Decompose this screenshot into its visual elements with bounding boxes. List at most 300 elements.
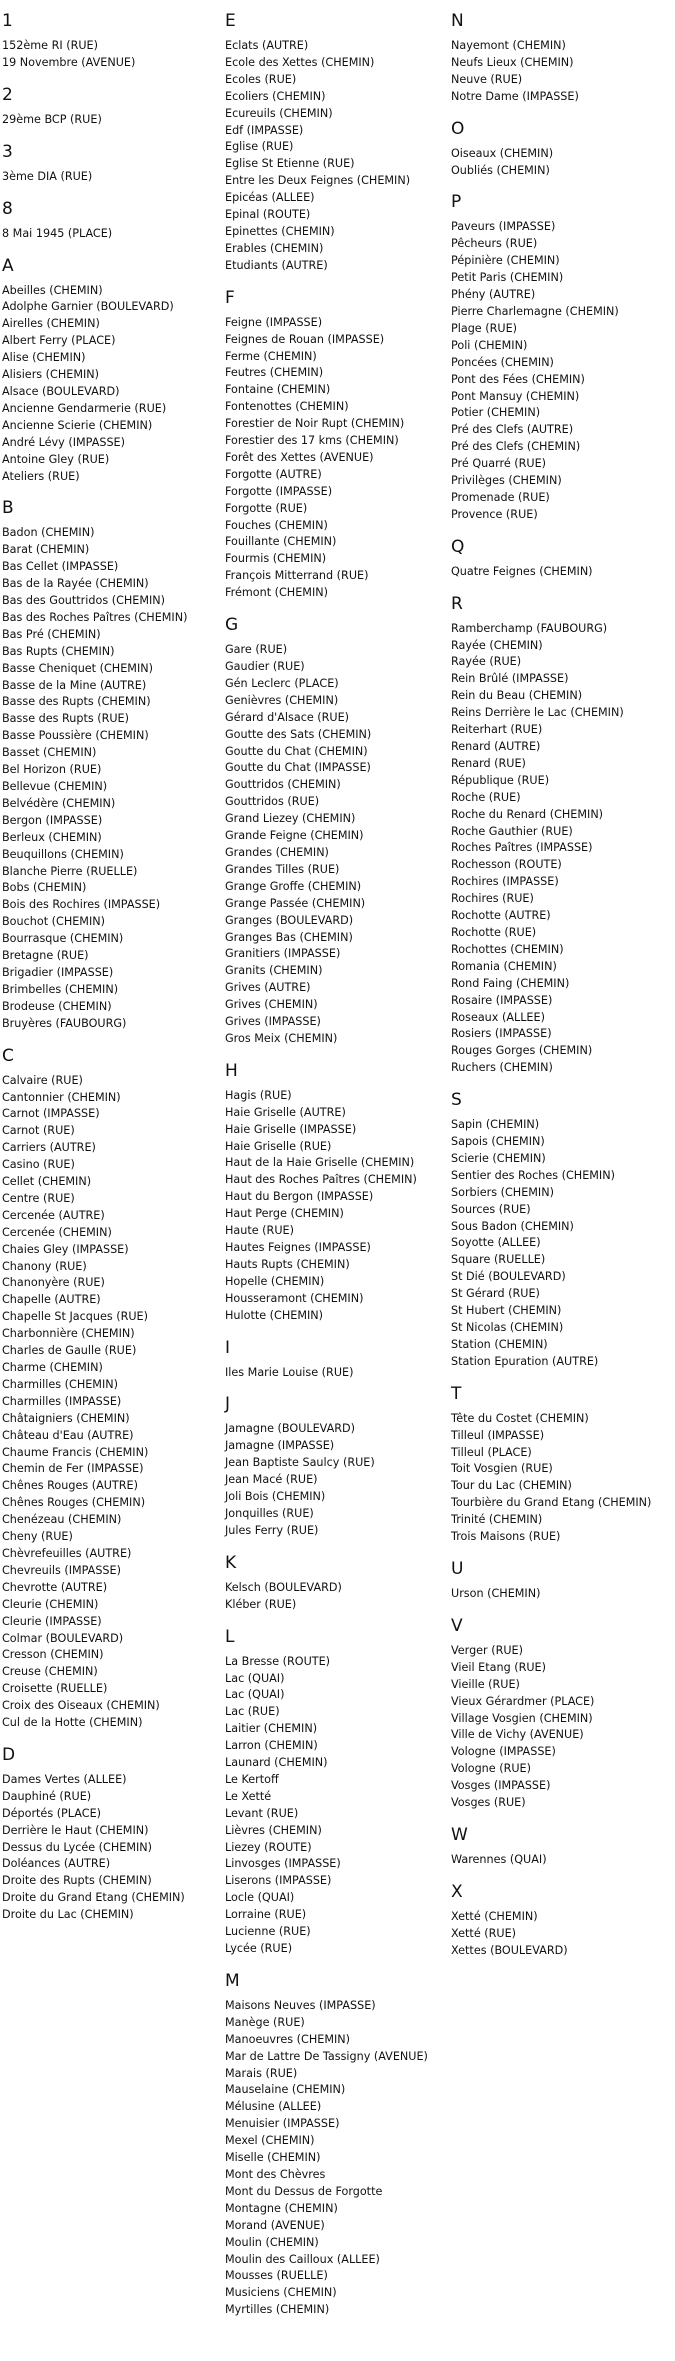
street-entry: Laitier (CHEMIN)	[225, 1722, 318, 1736]
street-entry: Rayée (RUE)	[451, 655, 522, 669]
street-entry: Barat (CHEMIN)	[2, 543, 90, 557]
street-entry: Chapelle St Jacques (RUE)	[2, 1310, 148, 1324]
street-entry: Haie Griselle (IMPASSE)	[225, 1122, 357, 1136]
street-entry: Levant (RUE)	[225, 1806, 299, 1820]
street-entry: Plage (RUE)	[451, 321, 518, 335]
street-entry: Trois Maisons (RUE)	[451, 1530, 561, 1544]
street-entry: Chèvrefeuilles (AUTRE)	[2, 1546, 132, 1560]
index-section	[2, 84, 224, 129]
index-section	[451, 1824, 673, 1869]
street-entry: Ecoliers (CHEMIN)	[225, 89, 326, 103]
street-entry: Goutte des Sats (CHEMIN)	[225, 727, 372, 741]
street-entry: Tilleul (PLACE)	[451, 1445, 532, 1459]
street-entry: Le Xetté	[225, 1789, 272, 1803]
street-entry: Neufs Lieux (CHEMIN)	[451, 55, 574, 69]
index-section	[225, 287, 450, 602]
street-entry: Rosiers (IMPASSE)	[451, 1027, 552, 1041]
street-entry: Linvosges (IMPASSE)	[225, 1857, 341, 1871]
index-section	[225, 1626, 450, 1958]
street-entry: Haut de la Haie Griselle (CHEMIN)	[225, 1156, 415, 1170]
street-entry: Lycée (RUE)	[225, 1942, 293, 1955]
street-entry: Ramberchamp (FAUBOURG)	[451, 621, 608, 635]
section-letter: C	[2, 1045, 14, 1066]
street-entry: Ecureuils (CHEMIN)	[225, 106, 333, 120]
street-entry: Forgotte (RUE)	[225, 501, 308, 515]
street-entry: Brimbelles (CHEMIN)	[2, 982, 119, 996]
street-entry: 19 Novembre (AVENUE)	[2, 55, 136, 69]
street-entry: Granges (BOULEVARD)	[225, 913, 354, 927]
street-entry: Carriers (AUTRE)	[2, 1141, 96, 1155]
street-entry: Bel Horizon (RUE)	[2, 763, 102, 777]
section-letter: S	[451, 1090, 462, 1111]
street-entry: Gérard d'Alsace (RUE)	[225, 710, 350, 724]
street-entry: Basse des Rupts (CHEMIN)	[2, 695, 151, 709]
street-entry: Phény (AUTRE)	[451, 288, 536, 302]
index-column-2	[225, 10, 450, 2331]
street-entry: Forgotte (AUTRE)	[225, 467, 322, 481]
street-entry: Lucienne (RUE)	[225, 1925, 311, 1939]
street-entry: Pierre Charlemagne (CHEMIN)	[451, 304, 619, 318]
street-entry: Jules Ferry (RUE)	[225, 1523, 319, 1537]
street-entry: Croix des Oiseaux (CHEMIN)	[2, 1699, 160, 1713]
street-entry: Chaume Francis (CHEMIN)	[2, 1445, 149, 1459]
street-entry: St Nicolas (CHEMIN)	[451, 1321, 564, 1334]
street-entry: Ecole des Xettes (CHEMIN)	[225, 55, 375, 69]
street-entry: Cellet (CHEMIN)	[2, 1175, 92, 1189]
street-entry: Bergon (IMPASSE)	[2, 813, 103, 827]
street-entry: Sapois (CHEMIN)	[451, 1135, 545, 1149]
street-entry: Moulin des Cailloux (ALLEE)	[225, 2252, 380, 2266]
street-entry: Haut des Roches Paîtres (CHEMIN)	[225, 1173, 417, 1187]
street-entry: Bas des Gouttridos (CHEMIN)	[2, 594, 166, 608]
section-letter: E	[225, 11, 236, 31]
street-entry: Fontenottes (CHEMIN)	[225, 400, 349, 414]
street-entry: Charme (CHEMIN)	[2, 1361, 103, 1374]
street-entry: Kelsch (BOULEVARD)	[225, 1580, 342, 1594]
street-entry: Erables (CHEMIN)	[225, 241, 324, 255]
street-entry: Mauselaine (CHEMIN)	[225, 2083, 346, 2097]
street-entry: Feignes de Rouan (IMPASSE)	[225, 332, 385, 346]
street-entry: Adolphe Garnier (BOULEVARD)	[2, 300, 174, 314]
street-entry: Vologne (RUE)	[451, 1762, 531, 1776]
street-entry: Carnot (IMPASSE)	[2, 1107, 100, 1121]
street-entry: Sentier des Roches (CHEMIN)	[451, 1168, 615, 1182]
index-section	[225, 614, 450, 1048]
street-entry: Bellevue (CHEMIN)	[2, 780, 108, 793]
street-entry: Chanony (RUE)	[2, 1259, 87, 1273]
street-entry: Ecoles (RUE)	[225, 72, 297, 86]
street-entry: Dauphiné (RUE)	[2, 1789, 92, 1803]
street-entry: Fouillante (CHEMIN)	[225, 535, 337, 549]
street-entry: Abeilles (CHEMIN)	[2, 283, 103, 297]
street-entry: Bas Pré (CHEMIN)	[2, 627, 101, 641]
street-entry: Bas Rupts (CHEMIN)	[2, 644, 115, 658]
street-entry: Jamagne (IMPASSE)	[225, 1439, 335, 1453]
street-entry: Chaies Gley (IMPASSE)	[2, 1242, 129, 1256]
street-entry: Haie Griselle (RUE)	[225, 1139, 332, 1153]
street-entry: Grandes (CHEMIN)	[225, 845, 329, 859]
street-entry: Station (CHEMIN)	[451, 1337, 548, 1351]
street-entry: Trinité (CHEMIN)	[451, 1513, 543, 1527]
street-entry: Bas de la Rayée (CHEMIN)	[2, 577, 149, 591]
street-entry: Notre Dame (IMPASSE)	[451, 89, 579, 103]
street-entry: Tête du Costet (CHEMIN)	[451, 1411, 589, 1425]
street-entry: Reiterhart (RUE)	[451, 723, 543, 737]
street-entry: Feigne (IMPASSE)	[225, 315, 323, 329]
street-entry: Grives (CHEMIN)	[225, 998, 318, 1012]
street-entry: Carnot (RUE)	[2, 1124, 75, 1138]
street-entry: Lac (QUAI)	[225, 1688, 285, 1702]
street-entry: Roche (RUE)	[451, 790, 521, 804]
street-entry: Montagne (CHEMIN)	[225, 2201, 338, 2215]
street-entry: Lièvres (CHEMIN)	[225, 1823, 322, 1837]
street-entry: Basse Poussière (CHEMIN)	[2, 729, 149, 743]
index-section	[225, 1552, 450, 1614]
street-entry: Rochotte (AUTRE)	[451, 909, 551, 923]
street-entry: Renard (AUTRE)	[451, 740, 541, 753]
section-letter: D	[2, 1744, 16, 1765]
street-entry: Paveurs (IMPASSE)	[451, 220, 556, 234]
index-section	[2, 1744, 224, 1924]
street-entry: Mousses (RUELLE)	[225, 2269, 328, 2283]
index-section	[2, 10, 224, 72]
street-entry: 152ème RI (RUE)	[2, 39, 98, 52]
section-letter: L	[225, 1626, 235, 1647]
index-section	[451, 1383, 673, 1546]
street-entry: Bourrasque (CHEMIN)	[2, 932, 124, 946]
street-entry: Ville de Vichy (AVENUE)	[451, 1728, 584, 1742]
street-entry: Square (RUELLE)	[451, 1253, 546, 1267]
street-entry: Brodeuse (CHEMIN)	[2, 999, 112, 1013]
street-entry: Centre (RUE)	[2, 1191, 75, 1205]
street-entry: Etudiants (AUTRE)	[225, 258, 328, 272]
section-letter: 3	[2, 141, 13, 162]
section-letter: 2	[2, 84, 13, 105]
street-entry: Musiciens (CHEMIN)	[225, 2286, 337, 2300]
street-entry: Menuisier (IMPASSE)	[225, 2117, 340, 2131]
street-entry: Cleurie (IMPASSE)	[2, 1614, 102, 1628]
street-entry: Maisons Neuves (IMPASSE)	[225, 1998, 376, 2012]
street-entry: Fontaine (CHEMIN)	[225, 383, 331, 397]
street-entry: Urson (CHEMIN)	[451, 1586, 541, 1600]
street-entry: Calvaire (RUE)	[2, 1073, 83, 1087]
street-entry: Forestier des 17 kms (CHEMIN)	[225, 434, 399, 448]
street-entry: Manège (RUE)	[225, 2015, 305, 2029]
street-entry: Bouchot (CHEMIN)	[2, 915, 105, 929]
section-letter: P	[451, 192, 462, 213]
section-letter: U	[451, 1558, 464, 1579]
index-section	[451, 593, 673, 1077]
section-letter: G	[225, 615, 239, 636]
street-entry: Croisette (RUELLE)	[2, 1682, 108, 1696]
street-entry: Vosges (IMPASSE)	[451, 1779, 551, 1793]
street-entry: Chemin de Fer (IMPASSE)	[2, 1462, 144, 1476]
street-entry: Chapelle (AUTRE)	[2, 1293, 101, 1307]
street-entry: Morand (AVENUE)	[225, 2218, 325, 2232]
street-entry: Grande Feigne (CHEMIN)	[225, 829, 364, 843]
index-section	[225, 1337, 450, 1382]
section-letter: B	[2, 498, 14, 519]
street-entry: Roche Gauthier (RUE)	[451, 824, 573, 838]
street-entry: Renard (RUE)	[451, 756, 526, 770]
street-entry: Droite du Lac (CHEMIN)	[2, 1908, 134, 1922]
street-entry: Mar de Lattre De Tassigny (AVENUE)	[225, 2049, 428, 2063]
street-entry: La Bresse (ROUTE)	[225, 1654, 331, 1668]
street-entry: Entre les Deux Feignes (CHEMIN)	[225, 174, 411, 188]
street-entry: Tour du Lac (CHEMIN)	[451, 1479, 572, 1493]
street-entry: Ateliers (RUE)	[2, 469, 80, 483]
street-entry: Reins Derrière le Lac (CHEMIN)	[451, 706, 624, 720]
index-section	[451, 1615, 673, 1812]
street-entry: 8 Mai 1945 (PLACE)	[2, 226, 113, 240]
street-entry: Doléances (AUTRE)	[2, 1857, 111, 1871]
street-entry: Basse de la Mine (AUTRE)	[2, 678, 147, 692]
street-entry: Xettes (BOULEVARD)	[451, 1943, 568, 1957]
street-entry: Warennes (QUAI)	[451, 1852, 547, 1866]
street-entry: Hulotte (CHEMIN)	[225, 1308, 324, 1322]
street-entry: Cresson (CHEMIN)	[2, 1648, 104, 1662]
street-entry: Cul de la Hotte (CHEMIN)	[2, 1716, 143, 1730]
street-entry: Haie Griselle (AUTRE)	[225, 1105, 346, 1119]
street-entry: Charmilles (CHEMIN)	[2, 1377, 118, 1391]
street-entry: Dessus du Lycée (CHEMIN)	[2, 1840, 153, 1854]
street-entry: Launard (CHEMIN)	[225, 1756, 328, 1770]
street-entry: Oiseaux (CHEMIN)	[451, 146, 554, 160]
street-entry: Rond Faing (CHEMIN)	[451, 976, 570, 990]
street-entry: Oubliés (CHEMIN)	[451, 163, 550, 177]
street-entry: Basset (CHEMIN)	[2, 746, 97, 760]
section-letter: M	[225, 1970, 240, 1991]
street-entry: Chanonyère (RUE)	[2, 1276, 105, 1290]
street-entry: Alsace (BOULEVARD)	[2, 384, 120, 398]
street-entry: Charmilles (IMPASSE)	[2, 1394, 122, 1408]
street-entry: Droite du Grand Etang (CHEMIN)	[2, 1891, 185, 1905]
street-entry: Ancienne Gendarmerie (RUE)	[2, 401, 167, 415]
street-entry: Roches Paîtres (IMPASSE)	[451, 841, 593, 855]
street-entry: Creuse (CHEMIN)	[2, 1665, 98, 1679]
street-entry: Déportés (PLACE)	[2, 1806, 101, 1820]
street-entry: Myrtilles (CHEMIN)	[225, 2303, 330, 2317]
street-entry: Pré des Clefs (CHEMIN)	[451, 440, 581, 454]
index-section	[451, 1089, 673, 1371]
street-entry: Chênes Rouges (AUTRE)	[2, 1479, 138, 1493]
section-letter: V	[451, 1615, 463, 1636]
street-entry: Iles Marie Louise (RUE)	[225, 1365, 354, 1379]
street-entry: Moulin (CHEMIN)	[225, 2235, 319, 2249]
street-entry: Eclats (AUTRE)	[225, 39, 309, 52]
street-entry: Manoeuvres (CHEMIN)	[225, 2032, 351, 2046]
street-entry: Roseaux (ALLEE)	[451, 1010, 545, 1024]
street-entry: Marais (RUE)	[225, 2066, 298, 2080]
street-entry: Sous Badon (CHEMIN)	[451, 1219, 574, 1233]
street-entry: Forestier de Noir Rupt (CHEMIN)	[225, 417, 405, 431]
street-entry: Bobs (CHEMIN)	[2, 881, 87, 895]
street-entry: Hautes Feignes (IMPASSE)	[225, 1241, 371, 1254]
section-letter: R	[451, 593, 463, 614]
index-section	[2, 1045, 224, 1732]
street-entry: Forêt des Xettes (AVENUE)	[225, 450, 374, 464]
street-entry: Airelles (CHEMIN)	[2, 317, 100, 331]
street-entry: Gouttridos (RUE)	[225, 795, 320, 809]
street-entry: Verger (RUE)	[451, 1643, 523, 1657]
street-entry: Lac (QUAI)	[225, 1671, 285, 1685]
street-entry: Chevreuils (IMPASSE)	[2, 1563, 121, 1577]
street-entry: Pont Mansuy (CHEMIN)	[451, 389, 580, 403]
street-entry: Pré Quarré (RUE)	[451, 457, 547, 471]
street-entry: Grand Liezey (CHEMIN)	[225, 812, 356, 826]
section-letter: A	[2, 255, 14, 276]
street-entry: Vosges (RUE)	[451, 1796, 526, 1810]
street-entry: Rein du Beau (CHEMIN)	[451, 689, 583, 703]
street-entry: Grives (AUTRE)	[225, 981, 311, 995]
street-entry: Genièvres (CHEMIN)	[225, 693, 339, 707]
street-entry: Alise (CHEMIN)	[2, 351, 86, 365]
street-entry: Sapin (CHEMIN)	[451, 1118, 540, 1132]
street-entry: Château d'Eau (AUTRE)	[2, 1428, 134, 1442]
street-entry: Jamagne (BOULEVARD)	[225, 1422, 356, 1436]
street-entry: Edf (IMPASSE)	[225, 123, 304, 137]
street-entry: Chevrotte (AUTRE)	[2, 1580, 108, 1594]
index-section	[225, 1393, 450, 1539]
street-entry: Miselle (CHEMIN)	[225, 2151, 321, 2165]
section-letter: I	[225, 1337, 231, 1358]
index-section	[225, 10, 450, 275]
street-entry: Neuve (RUE)	[451, 72, 523, 86]
street-entry: Mexel (CHEMIN)	[225, 2134, 315, 2148]
street-entry: Nayemont (CHEMIN)	[451, 39, 566, 52]
street-entry: Basse Cheniquet (CHEMIN)	[2, 661, 153, 675]
street-entry: Dames Vertes (ALLEE)	[2, 1772, 127, 1786]
section-letter: W	[451, 1824, 468, 1845]
section-letter: O	[451, 118, 465, 139]
street-entry: Grange Passée (CHEMIN)	[225, 896, 366, 910]
street-entry: Cantonnier (CHEMIN)	[2, 1090, 121, 1104]
street-entry: Larron (CHEMIN)	[225, 1739, 318, 1753]
street-entry: Rosaire (IMPASSE)	[451, 993, 553, 1007]
street-entry: Le Kertoff	[225, 1772, 279, 1786]
street-entry: Feutres (CHEMIN)	[225, 366, 324, 380]
street-entry: St Hubert (CHEMIN)	[451, 1304, 562, 1318]
street-entry: Badon (CHEMIN)	[2, 526, 95, 540]
section-letter: 8	[2, 198, 13, 219]
street-entry: Berleux (CHEMIN)	[2, 830, 102, 844]
index-section	[2, 255, 224, 486]
street-entry: Grandes Tilles (RUE)	[225, 862, 340, 876]
index-column-3	[451, 10, 673, 1972]
street-entry: Gros Meix (CHEMIN)	[225, 1031, 338, 1045]
section-letter: H	[225, 1060, 238, 1081]
street-entry: Fourmis (CHEMIN)	[225, 552, 327, 566]
street-entry: Mont des Chèvres	[225, 2167, 326, 2181]
index-section	[451, 10, 673, 106]
street-entry: Sorbiers (CHEMIN)	[451, 1185, 554, 1199]
street-entry: Epinettes (CHEMIN)	[225, 224, 335, 238]
street-entry: Hagis (RUE)	[225, 1088, 292, 1102]
street-entry: Alisiers (CHEMIN)	[2, 368, 100, 382]
street-entry: Cheny (RUE)	[2, 1530, 73, 1544]
street-entry: Tourbière du Grand Etang (CHEMIN)	[451, 1496, 652, 1510]
section-letter: K	[225, 1552, 237, 1573]
street-entry: Chênes Rouges (CHEMIN)	[2, 1496, 146, 1510]
street-entry: Romania (CHEMIN)	[451, 959, 557, 973]
street-entry: Haut Perge (CHEMIN)	[225, 1207, 344, 1221]
street-entry: Cleurie (CHEMIN)	[2, 1597, 99, 1611]
street-entry: Provence (RUE)	[451, 507, 538, 521]
street-entry: Quatre Feignes (CHEMIN)	[451, 564, 593, 578]
street-entry: Charles de Gaulle (RUE)	[2, 1344, 137, 1358]
street-entry: Rochotte (RUE)	[451, 925, 537, 939]
street-entry: Granges Bas (CHEMIN)	[225, 930, 353, 944]
street-entry: Xetté (RUE)	[451, 1926, 517, 1940]
index-section	[225, 1060, 450, 1325]
street-entry: Pépinière (CHEMIN)	[451, 254, 560, 268]
street-entry: Eglise (RUE)	[225, 140, 294, 154]
street-entry: 3ème DIA (RUE)	[2, 169, 93, 183]
street-entry: Soyotte (ALLEE)	[451, 1236, 541, 1250]
street-entry: Goutte du Chat (IMPASSE)	[225, 761, 371, 775]
street-entry: Xetté (CHEMIN)	[451, 1909, 538, 1923]
index-section	[451, 1558, 673, 1603]
street-entry: Gaudier (RUE)	[225, 660, 305, 673]
street-entry: Village Vosgien (CHEMIN)	[451, 1711, 593, 1725]
street-entry: Hopelle (CHEMIN)	[225, 1274, 325, 1288]
street-entry: Droite des Rupts (CHEMIN)	[2, 1874, 152, 1888]
street-entry: Casino (RUE)	[2, 1158, 75, 1172]
section-letter: T	[451, 1383, 462, 1404]
street-entry: Bois des Rochires (IMPASSE)	[2, 898, 161, 912]
street-entry: Jean Macé (RUE)	[225, 1473, 318, 1487]
street-entry: Belvédère (CHEMIN)	[2, 796, 116, 810]
index-section	[451, 118, 673, 180]
street-entry: Lac (RUE)	[225, 1705, 280, 1719]
street-entry: Pont des Fées (CHEMIN)	[451, 372, 585, 386]
section-letter: J	[225, 1394, 231, 1415]
street-entry: Potier (CHEMIN)	[451, 406, 541, 420]
street-entry: Liserons (IMPASSE)	[225, 1874, 332, 1888]
section-letter: Q	[451, 536, 465, 557]
street-entry: François Mitterrand (RUE)	[225, 569, 369, 583]
street-entry: République (RUE)	[451, 773, 550, 787]
street-entry: Promenade (RUE)	[451, 490, 550, 504]
index-section	[2, 198, 224, 243]
street-entry: Forgotte (IMPASSE)	[225, 484, 333, 498]
section-letter: F	[225, 287, 235, 308]
street-entry: Rayée (CHEMIN)	[451, 638, 543, 652]
street-entry: Brigadier (IMPASSE)	[2, 965, 114, 979]
street-entry: Ferme (CHEMIN)	[225, 349, 317, 363]
street-entry: Pêcheurs (RUE)	[451, 237, 538, 251]
street-entry: Petit Paris (CHEMIN)	[451, 271, 564, 285]
street-entry: Rein Brûlé (IMPASSE)	[451, 672, 569, 686]
index-section	[451, 536, 673, 581]
street-entry: Frémont (CHEMIN)	[225, 586, 328, 600]
street-entry: Granitiers (IMPASSE)	[225, 947, 341, 961]
street-entry: Roche du Renard (CHEMIN)	[451, 807, 604, 821]
street-entry: Basse des Rupts (RUE)	[2, 712, 129, 726]
street-entry: Vieil Etang (RUE)	[451, 1660, 546, 1674]
street-entry: Charbonnière (CHEMIN)	[2, 1327, 135, 1341]
street-entry: Rochottes (CHEMIN)	[451, 942, 564, 956]
street-entry: Haute (RUE)	[225, 1224, 294, 1238]
street-entry: Privilèges (CHEMIN)	[451, 474, 562, 488]
street-entry: Lorraine (RUE)	[225, 1908, 307, 1922]
street-entry: Station Epuration (AUTRE)	[451, 1354, 599, 1368]
street-entry: Housseramont (CHEMIN)	[225, 1291, 364, 1305]
street-entry: Fouches (CHEMIN)	[225, 518, 328, 532]
street-entry: 29ème BCP (RUE)	[2, 112, 102, 126]
street-entry: Poncées (CHEMIN)	[451, 355, 554, 369]
street-entry: Blanche Pierre (RUELLE)	[2, 864, 138, 878]
